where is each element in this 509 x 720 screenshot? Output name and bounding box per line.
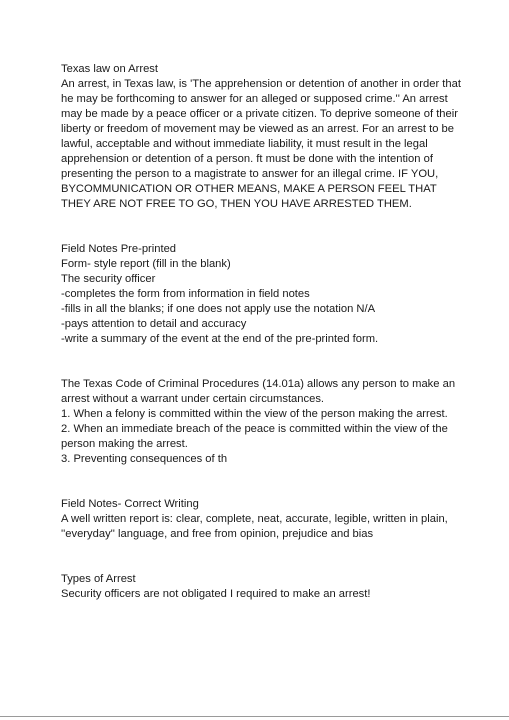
- text-line: BYCOMMUNICATION OR OTHER MEANS, MAKE A PERSON FEEL THAT: [61, 183, 437, 195]
- text-line: presenting the person to a magistrate to answer for an illegal crime. IF YOU,: [61, 168, 439, 180]
- text-line: THEY ARE NOT FREE TO GO, THEN YOU HAVE ARRESTED THEM.: [61, 198, 412, 210]
- page-bottom-divider: [0, 716, 509, 717]
- text-line: An arrest, in Texas law, is 'The apprehension or detention of another in order that: [61, 78, 461, 90]
- text-line: Security officers are not obligated I required to make an arrest!: [61, 588, 371, 600]
- text-line: he may be forthcoming to answer for an alleged or supposed crime.'' An arrest: [61, 93, 448, 105]
- list-item: 2. When an immediate breach of the peace is committed within the view of the: [61, 423, 448, 435]
- section-field-notes-correct-writing: [61, 497, 461, 542]
- section-heading: Field Notes Pre-printed: [61, 243, 177, 255]
- document-body: [61, 62, 461, 602]
- section-heading: Types of Arrest: [61, 573, 136, 585]
- list-item: -write a summary of the event at the end of the pre-printed form.: [61, 333, 379, 345]
- section-texas-law-on-arrest: [61, 62, 461, 212]
- list-item: -pays attention to detail and accuracy: [61, 318, 247, 330]
- section-heading: Texas law on Arrest: [61, 63, 158, 75]
- text-line: may be made by a peace officer or a private citizen. To deprive someone of their: [61, 108, 458, 120]
- text-line: The security officer: [61, 273, 156, 285]
- text-line: A well written report is: clear, complete, neat, accurate, legible, written in plain,: [61, 513, 448, 525]
- list-item: 3. Preventing consequences of th: [61, 453, 228, 465]
- text-line: person making the arrest.: [61, 438, 188, 450]
- text-line: apprehension or detention of a person. ft must be done with the intention of: [61, 153, 433, 165]
- text-line: lawful, acceptable and without immediate liability, it must result in the legal: [61, 138, 428, 150]
- list-item: -fills in all the blanks; if one does not apply use the notation N/A: [61, 303, 376, 315]
- text-line: Form- style report (fill in the blank): [61, 258, 231, 270]
- text-line: arrest without a warrant under certain circumstances.: [61, 393, 325, 405]
- section-heading: Field Notes- Correct Writing: [61, 498, 199, 510]
- section-field-notes-pre-printed: [61, 242, 461, 347]
- section-types-of-arrest: [61, 572, 461, 602]
- text-line: The Texas Code of Criminal Procedures (14.01a) allows any person to make an: [61, 378, 456, 390]
- text-line: ''everyday'' language, and free from opinion, prejudice and bias: [61, 528, 374, 540]
- list-item: -completes the form from information in field notes: [61, 288, 310, 300]
- list-item: 1. When a felony is committed within the view of the person making the arrest.: [61, 408, 448, 420]
- section-texas-code-criminal-procedures: [61, 377, 461, 467]
- text-line: liberty or freedom of movement may be viewed as an arrest. For an arrest to be: [61, 123, 454, 135]
